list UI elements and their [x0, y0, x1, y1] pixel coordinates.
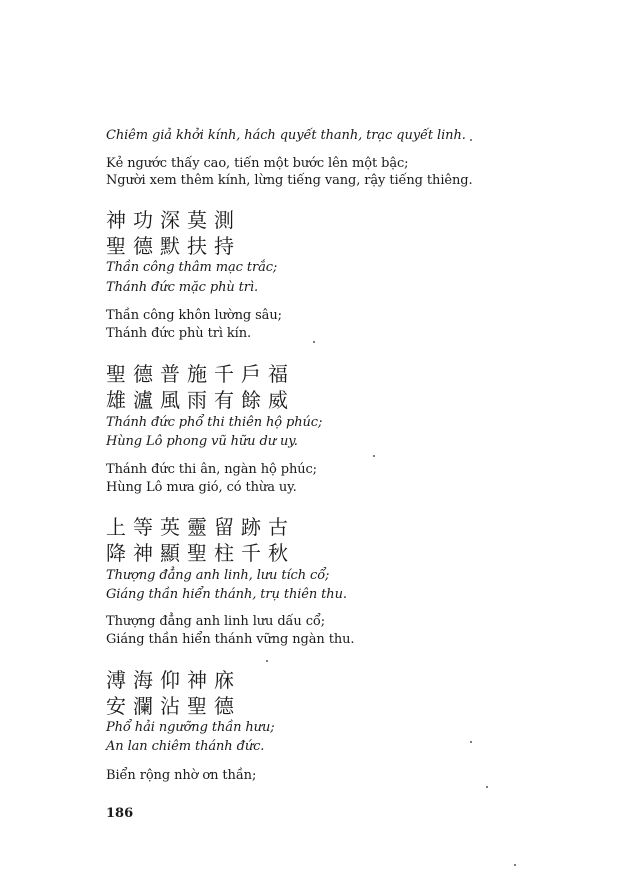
- han-verse-line: 溥海仰神庥: [106, 668, 241, 692]
- scan-speck: [313, 341, 315, 343]
- translation-line: Hùng Lô mưa gió, có thừa uy.: [106, 480, 297, 495]
- scan-speck: [470, 139, 472, 141]
- translation-line: Biển rộng nhờ ơn thần;: [106, 768, 257, 783]
- han-verse-line: 聖德普施千戶福: [106, 362, 295, 386]
- translation-line: Thánh đức phù trì kín.: [106, 326, 252, 341]
- transliteration-line: Giáng thần hiển thánh, trụ thiên thu.: [106, 587, 347, 602]
- transliteration-line: Phổ hải ngưỡng thần hưu;: [106, 720, 275, 735]
- intro-translation-line: Người xem thêm kính, lừng tiếng vang, rậy tiếng thiêng.: [106, 173, 473, 188]
- translation-line: Giáng thần hiển thánh vững ngàn thu.: [106, 632, 355, 647]
- transliteration-line: Thánh đức mặc phù trì.: [106, 280, 258, 295]
- intro-italic-line: Chiêm giả khởi kính, hách quyết thanh, trạc quyết linh.: [106, 128, 466, 143]
- han-verse-line: 上等英靈留跡古: [106, 515, 295, 539]
- scan-speck: [470, 741, 472, 743]
- translation-line: Thượng đẳng anh linh lưu dấu cổ;: [106, 614, 326, 629]
- transliteration-line: Thần công thâm mạc trắc;: [106, 260, 278, 275]
- han-verse-line: 雄瀘風雨有餘威: [106, 388, 295, 412]
- translation-line: Thần công khôn lường sâu;: [106, 308, 282, 323]
- scan-speck: [373, 455, 375, 457]
- translation-line: Thánh đức thi ân, ngàn hộ phúc;: [106, 462, 317, 477]
- han-verse-line: 安瀾沾聖德: [106, 694, 241, 718]
- han-verse-line: 聖德默扶持: [106, 234, 241, 258]
- han-verse-line: 降神顯聖柱千秋: [106, 541, 295, 565]
- transliteration-line: An lan chiêm thánh đức.: [106, 739, 265, 754]
- transliteration-line: Thánh đức phổ thi thiên hộ phúc;: [106, 415, 323, 430]
- intro-translation-line: Kẻ ngước thấy cao, tiến một bước lên một bậc;: [106, 156, 409, 171]
- scan-speck: [266, 660, 268, 662]
- page-number: 186: [106, 806, 134, 821]
- han-verse-line: 神功深莫測: [106, 208, 241, 232]
- scan-speck: [486, 786, 488, 788]
- transliteration-line: Hùng Lô phong vũ hữu dư uy.: [106, 434, 298, 449]
- scan-speck: [514, 864, 516, 866]
- transliteration-line: Thượng đẳng anh linh, lưu tích cổ;: [106, 568, 330, 583]
